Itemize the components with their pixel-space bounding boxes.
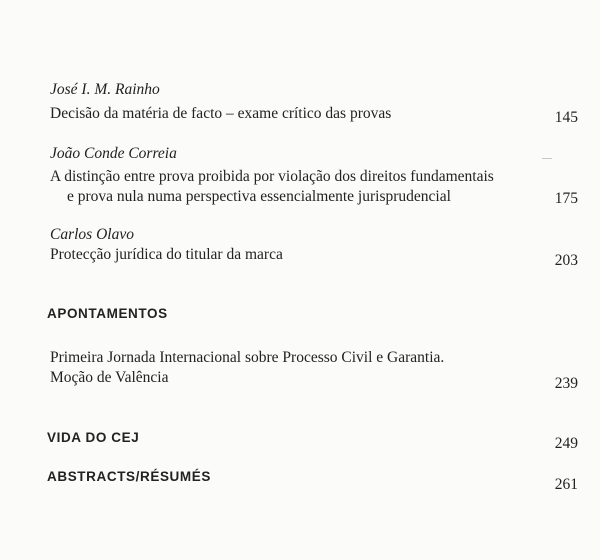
entry-page-number: 249: [554, 435, 578, 452]
entry-title: Primeira Jornada Internacional sobre Processo Civil e Garantia.: [50, 349, 445, 366]
entry-page-number: 175: [554, 190, 578, 207]
entry-title: Protecção jurídica do titular da marca: [50, 246, 283, 263]
entry-page-number: 239: [554, 375, 578, 392]
entry-page-number: 261: [554, 476, 578, 493]
entry-title-continuation: Moção de Valência: [50, 369, 169, 386]
section-heading-abstracts: ABSTRACTS/RÉSUMÉS: [47, 469, 211, 484]
entry-author: João Conde Correia: [50, 145, 177, 162]
entry-title-continuation: e prova nula numa perspectiva essencialmente jurisprudencial: [67, 188, 451, 205]
entry-title: A distinção entre prova proibida por violação dos direitos fundamentais: [50, 168, 494, 185]
entry-page-number: 145: [554, 109, 578, 126]
section-heading-apontamentos: APONTAMENTOS: [47, 306, 168, 321]
entry-author: Carlos Olavo: [50, 226, 134, 243]
section-heading-vida-do-cej: VIDA DO CEJ: [47, 430, 140, 445]
entry-page-number: 203: [554, 252, 578, 269]
print-speck: [542, 158, 552, 159]
entry-author: José I. M. Rainho: [50, 81, 160, 98]
entry-title: Decisão da matéria de facto – exame crítico das provas: [50, 105, 392, 122]
